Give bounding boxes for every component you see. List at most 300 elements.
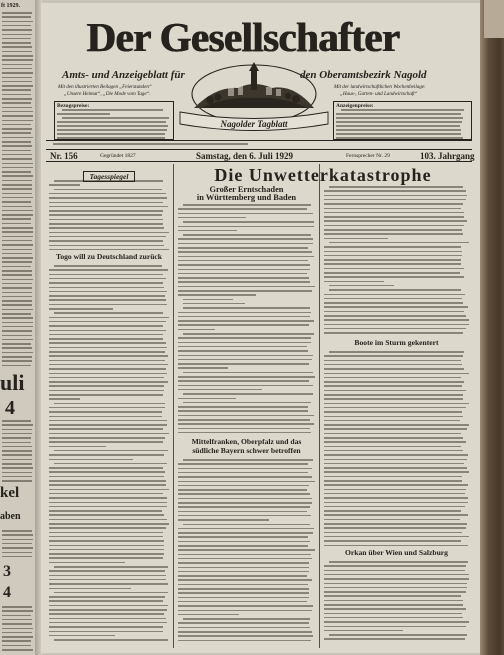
text-line: [49, 631, 163, 633]
text-line: [183, 372, 313, 374]
text-line: [324, 428, 467, 430]
text-line: [49, 334, 163, 336]
boats-headline: Boote im Sturm gekentert: [354, 338, 439, 347]
text-line: [178, 256, 314, 258]
text-line: [2, 463, 32, 465]
text-line: [49, 184, 80, 186]
advertising-price-label: Anzeigenpreise:: [336, 103, 374, 109]
text-line: [49, 596, 165, 598]
text-line: [324, 630, 403, 632]
text-line: [49, 622, 167, 624]
text-line: [178, 562, 309, 564]
text-line: [2, 322, 33, 324]
text-line: [324, 502, 468, 504]
text-line: [2, 163, 33, 165]
text-line: [324, 319, 469, 321]
text-line: [178, 247, 308, 249]
text-line: [49, 304, 167, 306]
text-line: [49, 562, 125, 564]
text-line: [2, 283, 32, 285]
text-line: [49, 219, 163, 221]
text-line: [49, 411, 162, 413]
text-line: [178, 485, 309, 487]
text-line: [178, 476, 312, 478]
text-line: [49, 274, 163, 276]
text-line: [324, 229, 462, 231]
text-line: [178, 428, 310, 430]
text-line: [62, 109, 163, 111]
text-line: [178, 579, 312, 581]
text-line: [178, 367, 228, 369]
text-line: [2, 628, 33, 630]
text-line: [324, 398, 463, 400]
text-line: [2, 304, 32, 306]
text-line: [54, 312, 163, 314]
text-line: [2, 287, 32, 289]
text-line: [49, 342, 166, 344]
text-line: [324, 574, 469, 576]
text-line: [2, 360, 32, 362]
text-line: [2, 180, 32, 182]
text-line: [2, 12, 32, 14]
text-line: [178, 337, 311, 339]
text-line: [49, 210, 163, 212]
text-line: [49, 588, 131, 590]
neighbor-fragment: 4: [5, 397, 15, 419]
text-line: [49, 424, 167, 426]
text-line: [49, 618, 166, 620]
text-line: [49, 536, 163, 538]
text-line: [54, 189, 162, 191]
text-line: [2, 51, 32, 53]
text-line: [49, 202, 163, 204]
text-line: [324, 459, 467, 461]
text-line: [2, 632, 32, 634]
text-line: [324, 476, 462, 478]
neighbor-fragment: 4: [3, 584, 11, 601]
main-headline: Die Unwetterkatastrophe: [214, 165, 432, 185]
text-line: [2, 309, 33, 311]
text-line: [324, 638, 465, 640]
text-line: [178, 545, 308, 547]
text-line: [2, 115, 33, 117]
text-line: [324, 377, 461, 379]
text-line: [49, 227, 164, 229]
text-line: [49, 278, 166, 280]
text-line: [2, 46, 32, 48]
text-line: [324, 311, 464, 313]
text-line: [324, 519, 460, 521]
text-line: [49, 471, 165, 473]
text-line: [49, 240, 163, 242]
text-line: [324, 626, 466, 628]
text-line: [178, 536, 308, 538]
text-line: [324, 446, 461, 448]
text-line: [2, 640, 31, 642]
text-line: [324, 437, 463, 439]
text-line: [49, 446, 106, 448]
text-line: [178, 208, 307, 210]
text-line: [2, 343, 31, 345]
text-line: [2, 154, 32, 156]
text-line: [329, 289, 461, 291]
text-line: [183, 459, 313, 461]
text-line: [49, 600, 163, 602]
text-line: [178, 281, 310, 283]
text-line: [178, 592, 309, 594]
text-line: [49, 249, 169, 251]
text-line: [2, 556, 32, 558]
text-line: [178, 493, 310, 495]
text-line: [178, 342, 311, 344]
text-line: [324, 268, 464, 270]
issue-date: Samstag, den 6. Juli 1929: [196, 150, 294, 161]
text-line: [324, 617, 463, 619]
text-line: [2, 446, 32, 448]
text-line: [178, 498, 312, 500]
text-line: [49, 416, 162, 418]
text-line: [54, 463, 167, 465]
text-line: [324, 373, 469, 375]
text-line: [324, 251, 462, 253]
text-line: [49, 484, 166, 486]
text-line: [2, 534, 33, 536]
text-line: [2, 68, 32, 70]
neighbor-fragment: uli: [0, 370, 25, 395]
text-line: [2, 623, 32, 625]
text-line: [324, 298, 462, 300]
storm-subhead-line: in Württemberg und Baden: [196, 193, 297, 202]
text-line: [54, 265, 162, 267]
text-line: [324, 220, 467, 222]
text-line: [324, 471, 469, 473]
text-line: [178, 622, 309, 624]
text-line: [336, 133, 461, 135]
text-line: [336, 117, 463, 119]
text-line: [2, 38, 31, 40]
text-line: [183, 303, 245, 305]
text-line: [324, 306, 468, 308]
text-line: [49, 510, 162, 512]
text-line: [178, 406, 308, 408]
text-line: [183, 402, 311, 404]
text-line: [178, 350, 308, 352]
text-line: [178, 549, 315, 551]
text-line: [2, 539, 33, 541]
text-line: [178, 286, 315, 288]
text-line: [49, 338, 163, 340]
text-line: [49, 394, 163, 396]
text-line: [57, 125, 168, 127]
text-line: [49, 245, 164, 247]
text-line: [49, 545, 164, 547]
tagesspiegel-heading-text: Tagesspiegel: [83, 171, 136, 182]
text-line: [49, 459, 133, 461]
text-line: [324, 190, 466, 192]
text-line: [2, 171, 31, 173]
text-line: [49, 557, 163, 559]
text-line: [2, 132, 31, 134]
text-line: [178, 432, 311, 434]
text-line: [329, 242, 469, 244]
text-line: [324, 600, 463, 602]
text-line: [49, 540, 164, 542]
text-line: [2, 201, 31, 203]
text-line: [178, 217, 246, 219]
text-line: [178, 230, 237, 232]
text-line: [178, 511, 307, 513]
text-line: [324, 195, 467, 197]
text-line: [329, 285, 394, 287]
neighbor-year-fragment: ft 1929.: [1, 3, 20, 9]
text-line: [178, 277, 309, 279]
text-line: [324, 302, 463, 304]
text-line: [183, 307, 310, 309]
vienna-salzburg-headline: Orkan über Wien und Salzburg: [345, 548, 448, 557]
text-line: [178, 312, 311, 314]
text-line: [324, 532, 462, 534]
text-line: [2, 270, 32, 272]
text-line: [2, 339, 33, 341]
text-line: [49, 308, 113, 310]
text-line: [324, 212, 464, 214]
text-line: [324, 583, 467, 585]
text-line: [49, 390, 164, 392]
text-line: [178, 423, 314, 425]
text-line: [178, 640, 311, 642]
text-line: [324, 216, 464, 218]
text-line: [49, 506, 167, 508]
text-line: [2, 158, 32, 160]
text-line: [324, 591, 466, 593]
text-line: [178, 264, 310, 266]
text-line: [2, 300, 32, 302]
text-line: [2, 72, 33, 74]
text-line: [2, 347, 32, 349]
text-line: [178, 571, 309, 573]
masthead-subtitle-right: den Oberamtsbezirk Nagold: [300, 69, 427, 81]
text-line: [2, 274, 32, 276]
text-line: [324, 411, 462, 413]
text-line: [2, 16, 31, 18]
text-line: [329, 561, 468, 563]
masthead-title: Der Gesellschafter: [86, 14, 400, 60]
text-line: [178, 359, 312, 361]
text-line: [178, 316, 310, 318]
text-line: [324, 497, 468, 499]
supplements-right-line: „Haus-, Garten- und Landwirtschaft“: [340, 91, 418, 97]
text-line: [49, 381, 168, 383]
text-line: [324, 355, 463, 357]
text-line: [324, 246, 461, 248]
text-line: [178, 320, 314, 322]
text-line: [324, 540, 461, 542]
text-line: [336, 137, 463, 139]
text-line: [324, 578, 469, 580]
text-line: [178, 588, 309, 590]
text-line: [57, 121, 166, 123]
text-line: [2, 450, 32, 452]
text-line: [324, 587, 467, 589]
text-line: [49, 321, 166, 323]
text-line: [2, 231, 33, 233]
text-line: [183, 618, 310, 620]
text-line: [49, 295, 165, 297]
text-line: [2, 467, 33, 469]
text-line: [178, 605, 313, 607]
text-line: [324, 621, 469, 623]
volume-number: 103. Jahrgang: [420, 150, 475, 161]
text-line: [324, 523, 467, 525]
text-line: [324, 527, 466, 529]
text-line: [178, 635, 313, 637]
text-line: [329, 351, 464, 353]
text-line: [178, 380, 309, 382]
text-line: [54, 403, 165, 405]
text-line: [2, 214, 33, 216]
text-line: [324, 368, 464, 370]
togo-headline: Togo will zu Deutschland zurück: [55, 252, 163, 261]
text-line: [178, 363, 309, 365]
text-line: [49, 193, 166, 195]
text-line: [2, 223, 31, 225]
text-line: [57, 129, 167, 131]
text-line: [2, 29, 32, 31]
text-line: [324, 420, 460, 422]
text-line: [178, 251, 312, 253]
text-line: [49, 502, 167, 504]
text-line: [49, 570, 165, 572]
text-line: [324, 332, 463, 334]
text-line: [324, 390, 466, 392]
text-line: [324, 416, 463, 418]
text-line: [2, 317, 33, 319]
text-line: [324, 441, 466, 443]
text-line: [49, 223, 163, 225]
text-line: [2, 480, 32, 482]
text-line: [2, 454, 32, 456]
text-line: [57, 137, 165, 139]
text-line: [49, 519, 167, 521]
text-line: [324, 450, 463, 452]
text-line: [183, 204, 311, 206]
text-line: [2, 81, 32, 83]
text-line: [49, 454, 164, 456]
text-line: [57, 113, 110, 115]
text-line: [2, 167, 33, 169]
text-line: [49, 493, 163, 495]
text-line: [2, 543, 32, 545]
text-line: [49, 206, 168, 208]
text-line: [183, 299, 233, 301]
text-line: [178, 398, 236, 400]
text-line: [49, 407, 165, 409]
text-line: [178, 584, 308, 586]
text-line: [2, 459, 32, 461]
bavaria-headline-line: Mittelfranken, Oberpfalz und das: [191, 437, 302, 446]
text-line: [324, 233, 463, 235]
text-line: [336, 125, 460, 127]
text-line: [49, 385, 164, 387]
text-line: [178, 532, 313, 534]
text-line: [2, 266, 31, 268]
text-line: [341, 109, 464, 111]
text-line: [324, 467, 467, 469]
text-line: [49, 428, 163, 430]
text-line: [54, 180, 163, 182]
text-line: [2, 249, 32, 251]
text-line: [2, 244, 33, 246]
text-line: [178, 601, 307, 603]
text-line: [2, 636, 33, 638]
text-line: [2, 59, 33, 61]
text-line: [324, 514, 468, 516]
text-line: [324, 263, 461, 265]
text-line: [324, 604, 463, 606]
text-line: [178, 614, 239, 616]
text-line: [54, 592, 168, 594]
text-line: [336, 129, 461, 131]
emblem-banner-text: Nagolder Tagblatt: [220, 119, 288, 129]
text-line: [178, 502, 312, 504]
text-line: [2, 111, 33, 113]
text-line: [324, 570, 465, 572]
text-line: [324, 385, 462, 387]
text-line: [178, 226, 314, 228]
text-line: [49, 236, 166, 238]
text-line: [324, 484, 468, 486]
text-line: [2, 193, 32, 195]
text-line: [49, 613, 164, 615]
text-line: [2, 292, 32, 294]
text-line: [2, 102, 31, 104]
text-line: [2, 94, 31, 96]
text-line: [49, 347, 167, 349]
text-line: [324, 364, 462, 366]
text-line: [336, 113, 461, 115]
text-line: [178, 273, 307, 275]
text-line: [49, 437, 165, 439]
text-line: [2, 552, 32, 554]
text-line: [2, 25, 31, 27]
text-line: [2, 253, 32, 255]
text-line: [49, 626, 163, 628]
text-line: [336, 121, 462, 123]
text-line: [49, 553, 164, 555]
text-line: [324, 608, 466, 610]
text-line: [178, 554, 311, 556]
text-line: [49, 373, 167, 375]
text-line: [183, 234, 311, 236]
text-line: [183, 221, 314, 223]
text-line: [324, 203, 463, 205]
text-line: [178, 415, 314, 417]
text-line: [49, 282, 163, 284]
text-line: [2, 141, 31, 143]
text-line: [324, 255, 462, 257]
text-line: [2, 89, 31, 91]
text-line: [49, 232, 169, 234]
text-line: [2, 313, 31, 315]
text-line: [49, 355, 168, 357]
text-line: [2, 365, 31, 367]
text-line: [324, 315, 466, 317]
text-line: [49, 360, 165, 362]
text-line: [2, 645, 31, 647]
text-line: [178, 389, 262, 391]
text-line: [49, 420, 167, 422]
text-line: [2, 107, 32, 109]
